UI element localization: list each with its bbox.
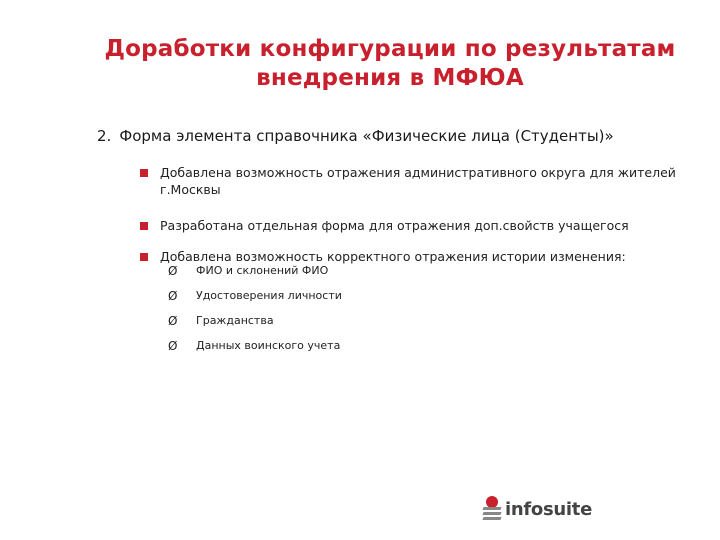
section-number: 2. xyxy=(97,127,112,145)
bullet-text: Разработана отдельная форма для отражения доп.свойств учащегося xyxy=(160,218,629,233)
sub-item-text: Удостоверения личности xyxy=(196,289,342,302)
sub-list-item xyxy=(168,339,342,353)
bullet-text: Добавлена возможность отражения административного округа для жителей г.Москвы xyxy=(160,165,676,197)
sub-list-item xyxy=(168,289,342,303)
square-bullet-icon xyxy=(140,253,148,261)
sub-item-text: Данных воинского учета xyxy=(196,339,341,352)
bullet-list xyxy=(140,164,680,265)
bullet-item xyxy=(140,217,680,234)
sub-item-text: Гражданства xyxy=(196,314,274,327)
arrow-bullet-icon: Ø xyxy=(168,339,178,353)
sub-list-item xyxy=(168,314,342,328)
infosuite-logo-icon xyxy=(483,496,501,522)
section-heading xyxy=(97,127,614,145)
section-title: Форма элемента справочника «Физические лица (Студенты)» xyxy=(119,127,614,145)
slide-title-line-1: Доработки конфигурации по результатам xyxy=(104,36,676,62)
slide-title xyxy=(0,35,720,93)
sub-item-text: ФИО и склонений ФИО xyxy=(196,264,329,277)
arrow-bullet-icon: Ø xyxy=(168,314,178,328)
bullet-item xyxy=(140,164,680,198)
sub-bullet-list xyxy=(168,264,342,364)
square-bullet-icon xyxy=(140,169,148,177)
arrow-bullet-icon: Ø xyxy=(168,289,178,303)
square-bullet-icon xyxy=(140,222,148,230)
slide-title-line-2: внедрения в МФЮА xyxy=(256,65,524,91)
logo-text: infosuite xyxy=(505,498,592,520)
bullet-item xyxy=(140,248,680,265)
arrow-bullet-icon: Ø xyxy=(168,264,178,278)
bullet-text: Добавлена возможность корректного отражения истории изменения: xyxy=(160,249,626,264)
infosuite-logo xyxy=(483,496,592,522)
sub-list-item xyxy=(168,264,342,278)
